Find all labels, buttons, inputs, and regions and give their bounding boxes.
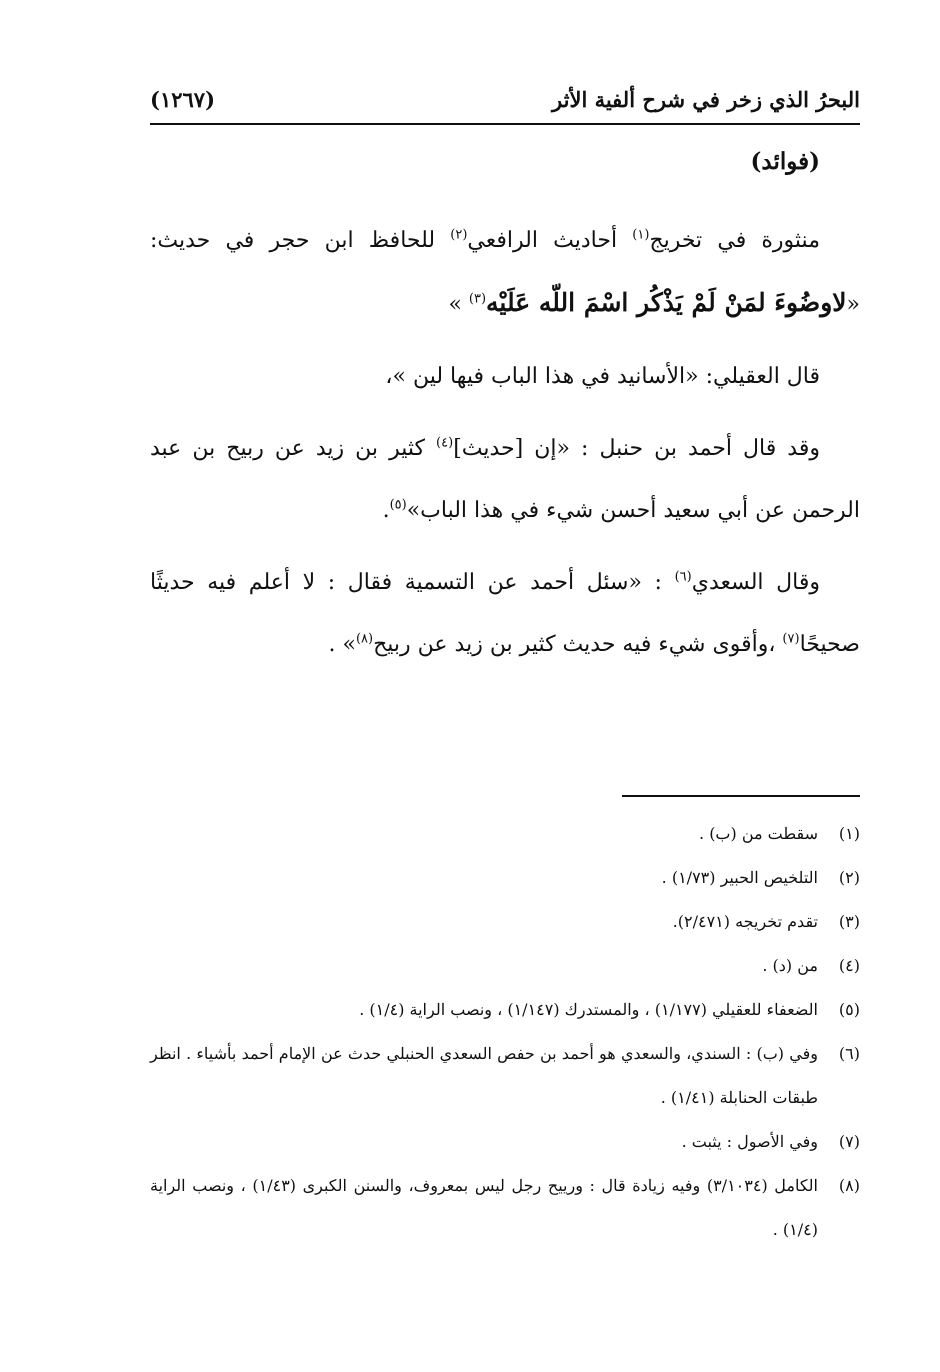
footnote-separator — [622, 795, 860, 797]
text-run: وقد قال أحمد بن حنبل : «إن [حديث] — [453, 436, 820, 461]
text-run: منثورة في تخريج — [649, 228, 820, 253]
footnote-item — [150, 856, 860, 900]
footnote-text: تقدم تخريجه (٢/٤٧١). — [672, 912, 818, 931]
paragraph-3 — [150, 418, 860, 542]
page-header — [150, 82, 860, 116]
footnote-text: وفي الأصول : يثبت . — [681, 1132, 818, 1151]
paragraph-4 — [150, 552, 860, 676]
footnote-number: (٤) — [838, 956, 860, 975]
footnote-ref-1: (١) — [632, 227, 650, 243]
footnote-ref-7: (٧) — [782, 631, 800, 647]
footnote-item — [150, 1120, 860, 1164]
footnote-text: من (د) . — [762, 956, 818, 975]
footnote-item — [150, 1164, 860, 1252]
footnote-item — [150, 900, 860, 944]
footnote-item — [150, 988, 860, 1032]
footnote-item — [150, 1032, 860, 1120]
footnote-item — [150, 944, 860, 988]
hadith-quote: لاوضُوءَ لمَنْ لَمْ يَذْكُر اسْمَ اللّه عَلَيْه — [486, 288, 847, 317]
footnote-text: الضعفاء للعقيلي (١/١٧٧) ، والمستدرك (١/١٤٧) ، ونصب الراية (١/٤) . — [359, 1000, 818, 1019]
paragraph-2: قال العقيلي: «الأسانيد في هذا الباب فيها لين »، — [385, 364, 820, 389]
footnote-text: التلخيص الحبير (١/٧٣) . — [661, 868, 818, 887]
footnote-ref-6: (٦) — [674, 569, 692, 585]
text-run: » . — [328, 632, 356, 657]
footnote-number: (٢) — [838, 868, 860, 887]
footnote-number: (٧) — [838, 1132, 860, 1151]
footnote-text: سقطت من (ب) . — [699, 824, 818, 843]
text-run: » — [448, 292, 469, 317]
text-run: كثير بن زيد عن ربيح بن عبد الرحمن عن أبي سعيد أحسن شيء في هذا الباب» — [150, 436, 860, 523]
footnote-ref-3: (٣) — [468, 291, 487, 307]
footnote-number: (٣) — [838, 912, 860, 931]
footnote-ref-8: (٨) — [355, 631, 374, 647]
footnotes — [150, 812, 860, 1252]
text-run: ،وأقوى شيء فيه حديث كثير بن زيد عن ربيح — [373, 632, 783, 657]
footnote-text: وفي (ب) : السندي، والسعدي هو أحمد بن حفص السعدي الحنبلي حدث عن الإمام أحمد بأشياء . انظر طبقات الحنابلة (١/٤١) . — [150, 1044, 818, 1107]
main-text — [150, 210, 860, 686]
footnote-number: (١) — [838, 824, 860, 843]
text-run: . — [382, 498, 390, 523]
header-rule — [150, 123, 860, 125]
footnote-item — [150, 812, 860, 856]
footnote-ref-5: (٥) — [389, 497, 407, 513]
text-run: أحاديث الرافعي — [467, 228, 633, 253]
document-page — [150, 0, 860, 1372]
footnote-number: (٨) — [838, 1176, 860, 1195]
text-run: وقال السعدي — [691, 570, 820, 595]
text-run: : «سئل أحمد عن التسمية فقال : لا أعلم فيه حديثًا صحيحًا — [150, 570, 860, 657]
footnote-ref-4: (٤) — [436, 435, 454, 451]
running-title: البحرُ الذي زخر في شرح ألفية الأثر — [552, 86, 860, 112]
text-run: للحافظ ابن حجر في حديث: « — [150, 228, 860, 317]
footnote-number: (٥) — [838, 1000, 860, 1019]
page-number: (١٢٦٧) — [150, 86, 215, 112]
footnote-number: (٦) — [838, 1044, 860, 1063]
footnote-ref-2: (٢) — [450, 227, 468, 243]
footnote-text: الكامل (٣/١٠٣٤) وفيه زيادة قال : ورييح رجل ليس بمعروف، والسنن الكبرى (١/٤٣) ، ونصب الراية (١/٤) . — [150, 1176, 819, 1239]
section-heading: (فوائد) — [750, 148, 820, 175]
paragraph-1 — [150, 210, 860, 336]
